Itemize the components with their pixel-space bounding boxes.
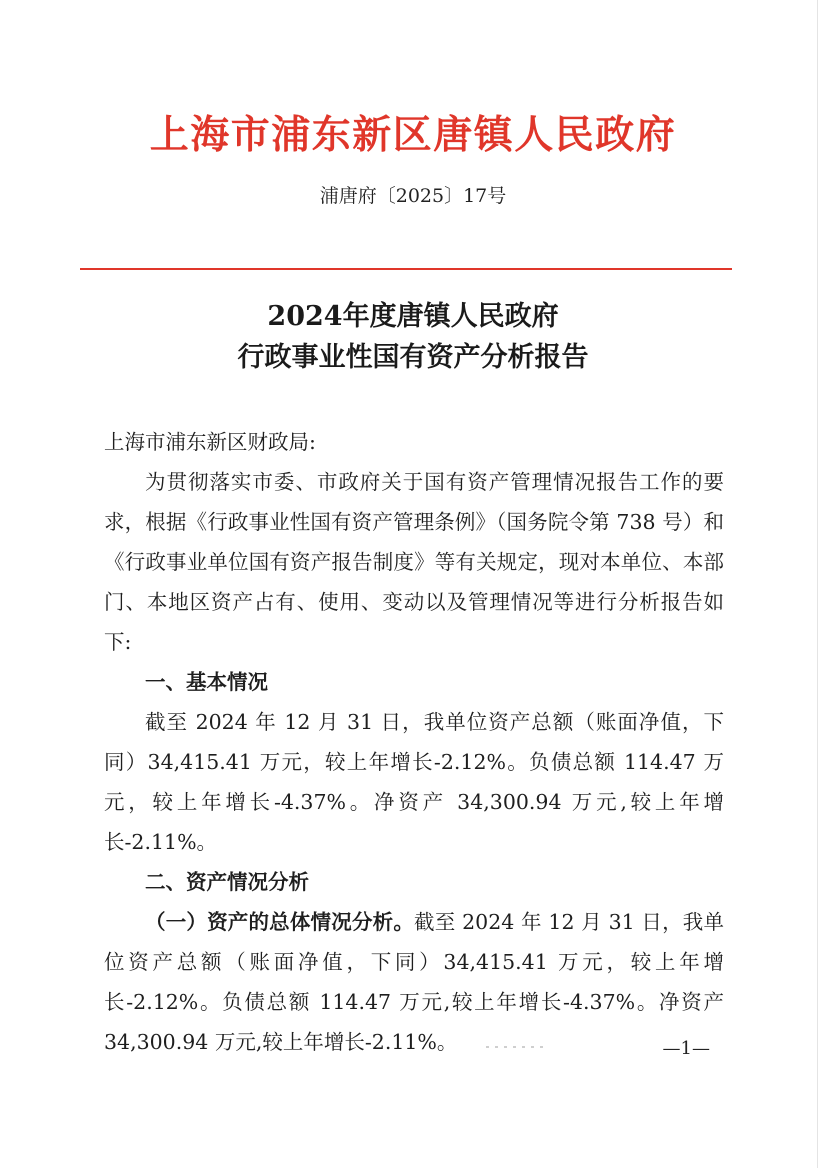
subsection-1-heading: （一）资产的总体情况分析。 xyxy=(145,910,415,934)
subsection-1-text: 截至 2024 年 12 月 31 日，我单位资产总额（账面净值，下同）34,415.41 万元，较上年增长-2.12%。负债总额 114.47 万元,较上年增长-4.37%。净资产 34,300.94 万元,较上年增长-2.11%。 xyxy=(104,910,724,1054)
scan-noise-mark xyxy=(486,1046,546,1048)
document-number: 浦唐府〔2025〕17号 xyxy=(319,185,507,207)
report-title-line-1: 2024年度唐镇人民政府 xyxy=(267,301,559,332)
subsection-1-paragraph xyxy=(104,902,724,1062)
section-1-heading: 一、基本情况 xyxy=(145,670,268,694)
scan-edge-line xyxy=(817,0,818,1168)
intro-paragraph: 为贯彻落实市委、市政府关于国有资产管理情况报告工作的要求，根据《行政事业性国有资产管理条例》（国务院令第 738 号）和《行政事业单位国有资产报告制度》等有关规定，现对本单位、本部门、本地区资产占有、使用、变动以及管理情况等进行分析报告如下: xyxy=(104,470,724,654)
report-body xyxy=(104,422,724,1062)
section-1-paragraph: 截至 2024 年 12 月 31 日，我单位资产总额（账面净值，下同）34,415.41 万元，较上年增长-2.12%。负债总额 114.47 万元，较上年增长-4.37%。净资产 34,300.94 万元,较上年增长-2.11%。 xyxy=(104,710,724,854)
addressee: 上海市浦东新区财政局: xyxy=(104,430,316,454)
red-separator-line xyxy=(80,268,732,270)
report-title-line-2: 行政事业性国有资产分析报告 xyxy=(237,342,589,373)
agency-header: 上海市浦东新区唐镇人民政府 xyxy=(149,112,677,158)
page-number: —1— xyxy=(662,1038,710,1059)
section-2-heading: 二、资产情况分析 xyxy=(145,870,309,894)
